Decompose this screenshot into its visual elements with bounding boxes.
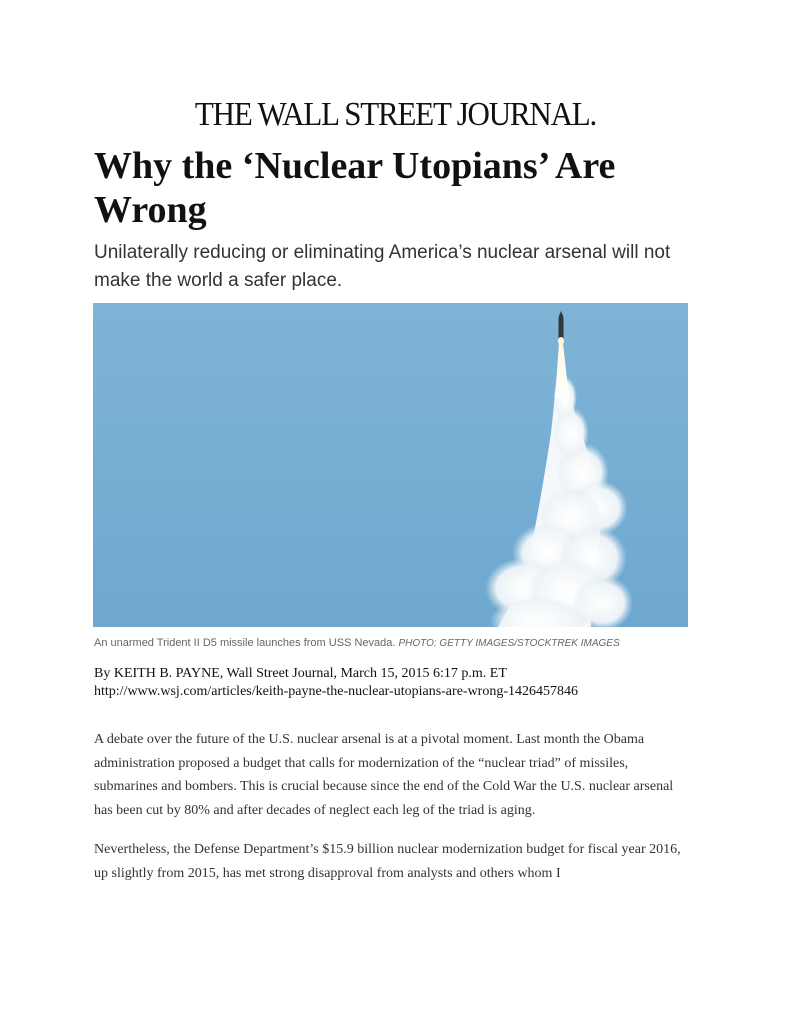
smoke-plume <box>485 341 633 627</box>
caption-text: An unarmed Trident II D5 missile launches from USS Nevada. <box>94 637 396 649</box>
article-headline: Why the ‘Nuclear Utopians’ Are Wrong <box>94 145 616 231</box>
missile <box>558 311 564 345</box>
paragraph: A debate over the future of the U.S. nuclear arsenal is at a pivotal moment. Last month the Obama administration proposed a budget that calls for modernization of the “nuclear triad” of missiles, submarines and bombers. This is crucial because since the end of the Cold War the U.S. nuclear arsenal has been cut by 80% and after decades of neglect each leg of the triad is aging. <box>94 732 674 818</box>
article-url[interactable]: http://www.wsj.com/articles/keith-payne-the-nuclear-utopians-are-wrong-1426457846 <box>94 684 578 699</box>
byline-block <box>94 665 734 701</box>
photo-caption <box>94 637 734 649</box>
byline: By KEITH B. PAYNE, Wall Street Journal, March 15, 2015 6:17 p.m. ET <box>94 666 507 681</box>
article-photo <box>93 303 688 627</box>
missile-launch-image <box>93 303 688 627</box>
article-body <box>94 728 694 901</box>
article-dek: Unilaterally reducing or eliminating America’s nuclear arsenal will not make the world a safer place. <box>94 242 671 291</box>
masthead-logo: THE WALL STREET JOURNAL. <box>194 94 597 133</box>
photo-credit: PHOTO: GETTY IMAGES/STOCKTREK IMAGES <box>398 638 620 649</box>
paragraph: Nevertheless, the Defense Department’s $15.9 billion nuclear modernization budget for fiscal year 2016, up slightly from 2015, has met strong disapproval from analysts and others whom I <box>94 842 681 881</box>
